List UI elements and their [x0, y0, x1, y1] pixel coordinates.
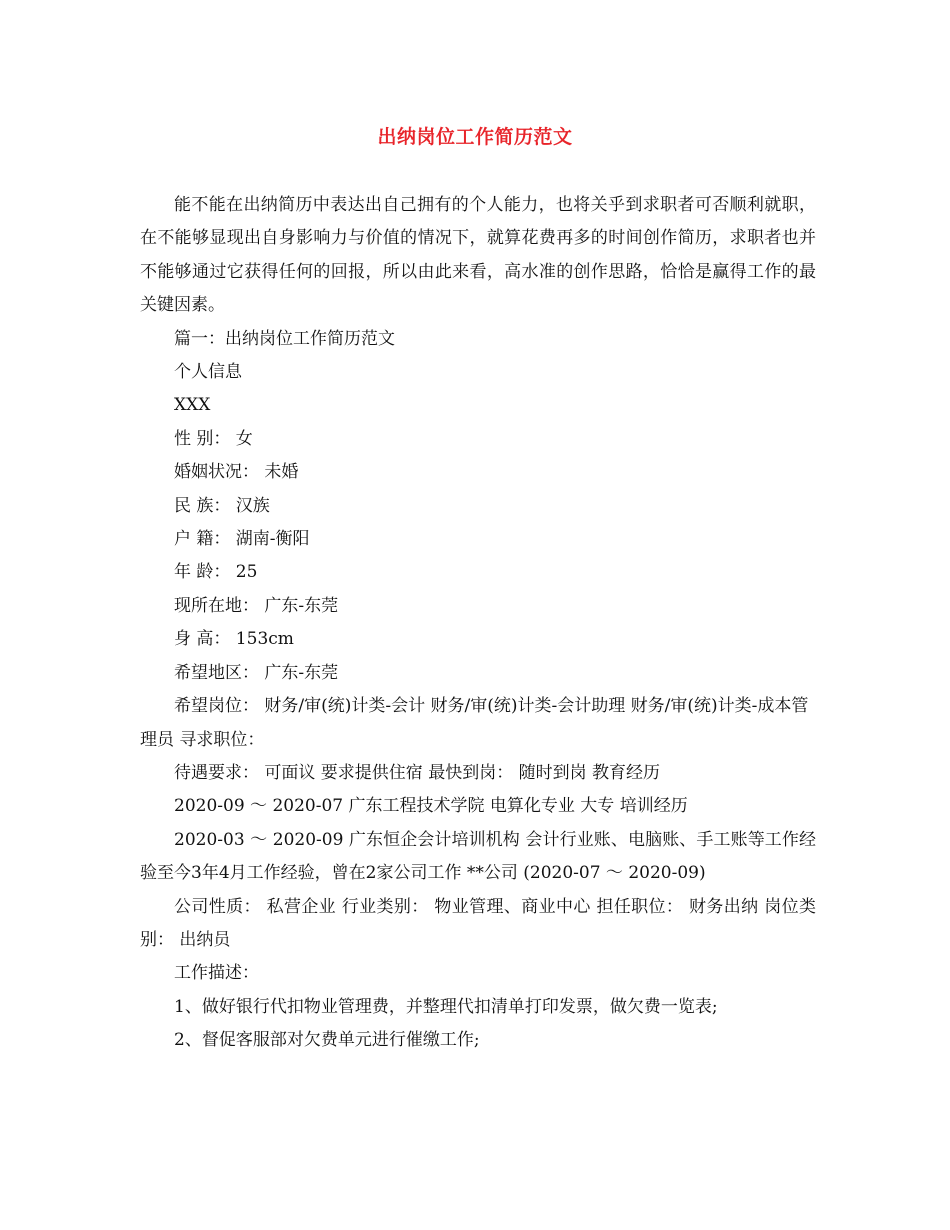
- gender-line: 性 别： 女: [174, 428, 253, 449]
- section-heading: 篇一：出纳岗位工作简历范文: [174, 328, 395, 349]
- intro-paragraph: 能不能在出纳简历中表达出自己拥有的个人能力，也将关乎到求职者可否顺利就职，在不能够显现出自身影响力与价值的情况下，就算花费再多的时间创作简历，求职者也并不能够通过它获得任何的回报，所以由此来看，高水准的创作思路，恰恰是赢得工作的最关键因素。: [140, 195, 816, 316]
- job-description-heading: 工作描述：: [174, 963, 259, 984]
- subsection-heading: 个人信息: [174, 362, 242, 383]
- current-location-line: 现所在地： 广东-东莞: [174, 595, 339, 616]
- height-line: 身 高： 153cm: [174, 629, 294, 650]
- marital-status-line: 婚姻状况： 未婚: [174, 462, 299, 483]
- duty-item: 1、做好银行代扣物业管理费，并整理代扣清单打印发票，做欠费一览表;: [174, 996, 718, 1017]
- desired-region-line: 希望地区： 广东-东莞: [174, 662, 339, 683]
- document-body: [140, 189, 816, 1058]
- education-line: 2020-09 ～ 2020-07 广东工程技术学院 电算化专业 大专 培训经历: [174, 796, 688, 817]
- duty-item: 2、督促客服部对欠费单元进行催缴工作;: [174, 1030, 480, 1051]
- salary-requirement-line: 待遇要求： 可面议 要求提供住宿 最快到岗： 随时到岗 教育经历: [174, 762, 661, 783]
- company-info-paragraph: 公司性质： 私营企业 行业类别： 物业管理、商业中心 担任职位： 财务出纳 岗位类别： 出纳员: [140, 896, 816, 950]
- training-paragraph: 2020-03 ～ 2020-09 广东恒企会计培训机构 会计行业账、电脑账、手工账等工作经验至今3年4月工作经验，曾在2家公司工作 **公司 (2020-07 ～ 2020-09): [140, 829, 816, 884]
- name-line: XXX: [174, 395, 211, 416]
- desired-position-paragraph: 希望岗位： 财务/审(统)计类-会计 财务/审(统)计类-会计助理 财务/审(统)计类-成本管理员 寻求职位：: [140, 696, 809, 750]
- age-line: 年 龄： 25: [174, 562, 258, 583]
- household-registration-line: 户 籍： 湖南-衡阳: [174, 529, 310, 550]
- ethnicity-line: 民 族： 汉族: [174, 495, 270, 516]
- document-title: 出纳岗位工作简历范文: [377, 126, 573, 148]
